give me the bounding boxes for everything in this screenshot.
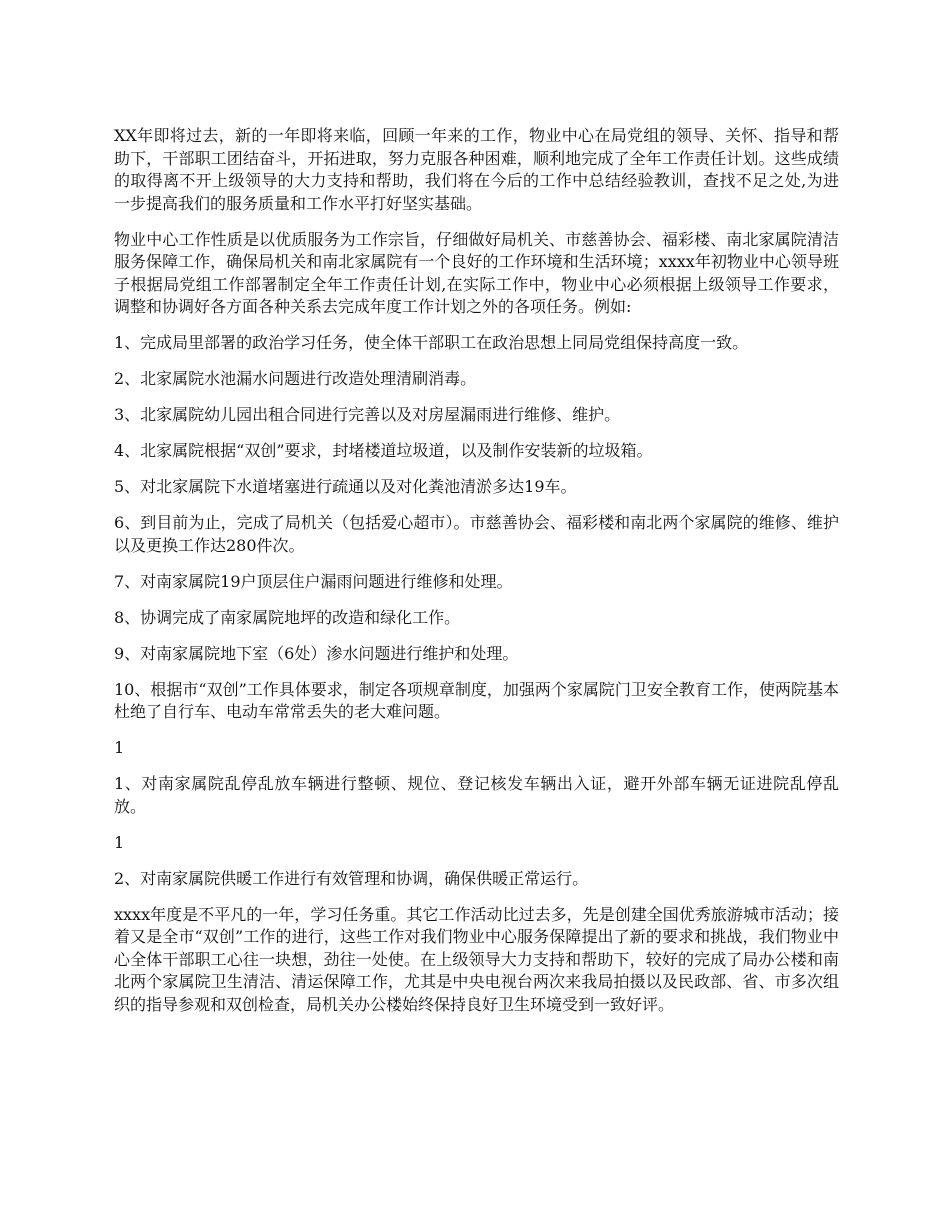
- list-item-12: 2、对南家属院供暖工作进行有效管理和协调，确保供暖正常运行。: [114, 868, 589, 888]
- list-item-8: 8、协调完成了南家属院地坪的改造和绿化工作。: [114, 607, 461, 627]
- summary-paragraph: xxxx年度是不平凡的一年，学习任务重。其它工作活动比过去多，先是创建全国优秀旅游城市活动；接着又是全市“双创”工作的进行，这些工作对我们物业中心服务保障提出了新的要求和挑战，我们物业中心全体干部职工心往一块想，劲往一处使。在上级领导大力支持和帮助下，较好的完成了局办公楼和南北两个家属院卫生清洁、清运保障工作，尤其是中央电视台两次来我局拍摄以及民政部、省、市多次组织的指导参观和双创检查，局机关办公楼始终保持良好卫生环境受到一致好评。: [114, 904, 839, 1014]
- list-item-2: 2、北家属院水池漏水问题进行改造处理清刷消毒。: [114, 369, 477, 388]
- number-marker: 1: [114, 832, 125, 852]
- list-item-4: 4、北家属院根据“双创”要求，封堵楼道垃圾道，以及制作安装新的垃圾箱。: [114, 441, 653, 460]
- list-item-7: 7、对南家属院19户顶层住户漏雨问题进行维修和处理。: [114, 571, 513, 591]
- intro-paragraph: XX年即将过去，新的一年即将来临，回顾一年来的工作，物业中心在局党组的领导、关怀、指导和帮助下，干部职工团结奋斗，开拓进取，努力克服各种困难，顺利地完成了全年工作责任计划。这些成绩的取得离不开上级领导的大力支持和帮助，我们将在今后的工作中总结经验教训，查找不足之处,为进一步提高我们的服务质量和工作水平打好坚实基础。: [114, 126, 839, 213]
- number-marker: 1: [114, 738, 125, 757]
- list-item-11: 1、对南家属院乱停乱放车辆进行整顿、规位、登记核发车辆出入证，避开外部车辆无证进院乱停乱放。: [114, 774, 839, 816]
- list-item-3: 3、北家属院幼儿园出租合同进行完善以及对房屋漏雨进行维修、维护。: [114, 405, 621, 424]
- list-item-1: 1、完成局里部署的政治学习任务，使全体干部职工在政治思想上同局党组保持高度一致。: [114, 333, 749, 352]
- list-item-10: 10、根据市“双创”工作具体要求，制定各项规章制度，加强两个家属院门卫安全教育工作，使两院基本杜绝了自行车、电动车常常丢失的老大难问题。: [114, 679, 839, 721]
- nature-paragraph: 物业中心工作性质是以优质服务为工作宗旨，仔细做好局机关、市慈善协会、福彩楼、南北家属院清洁服务保障工作，确保局机关和南北家属院有一个良好的工作环境和生活环境；xxxx年初物业中心领导班子根据局党组工作部署制定全年工作责任计划,在实际工作中，物业中心必须根据上级领导工作要求，调整和协调好各方面各种关系去完成年度工作计划之外的各项任务。例如:: [114, 229, 839, 316]
- document-body: [114, 125, 839, 1030]
- list-item-6: 6、到目前为止，完成了局机关（包括爱心超市）。市慈善协会、福彩楼和南北两个家属院的维修、维护以及更换工作达280件次。: [114, 513, 839, 555]
- list-item-9: 9、对南家属院地下室（6处）渗水问题进行维护和处理。: [114, 643, 519, 663]
- list-item-5: 5、对北家属院下水道堵塞进行疏通以及对化粪池清淤多达19车。: [114, 477, 577, 496]
